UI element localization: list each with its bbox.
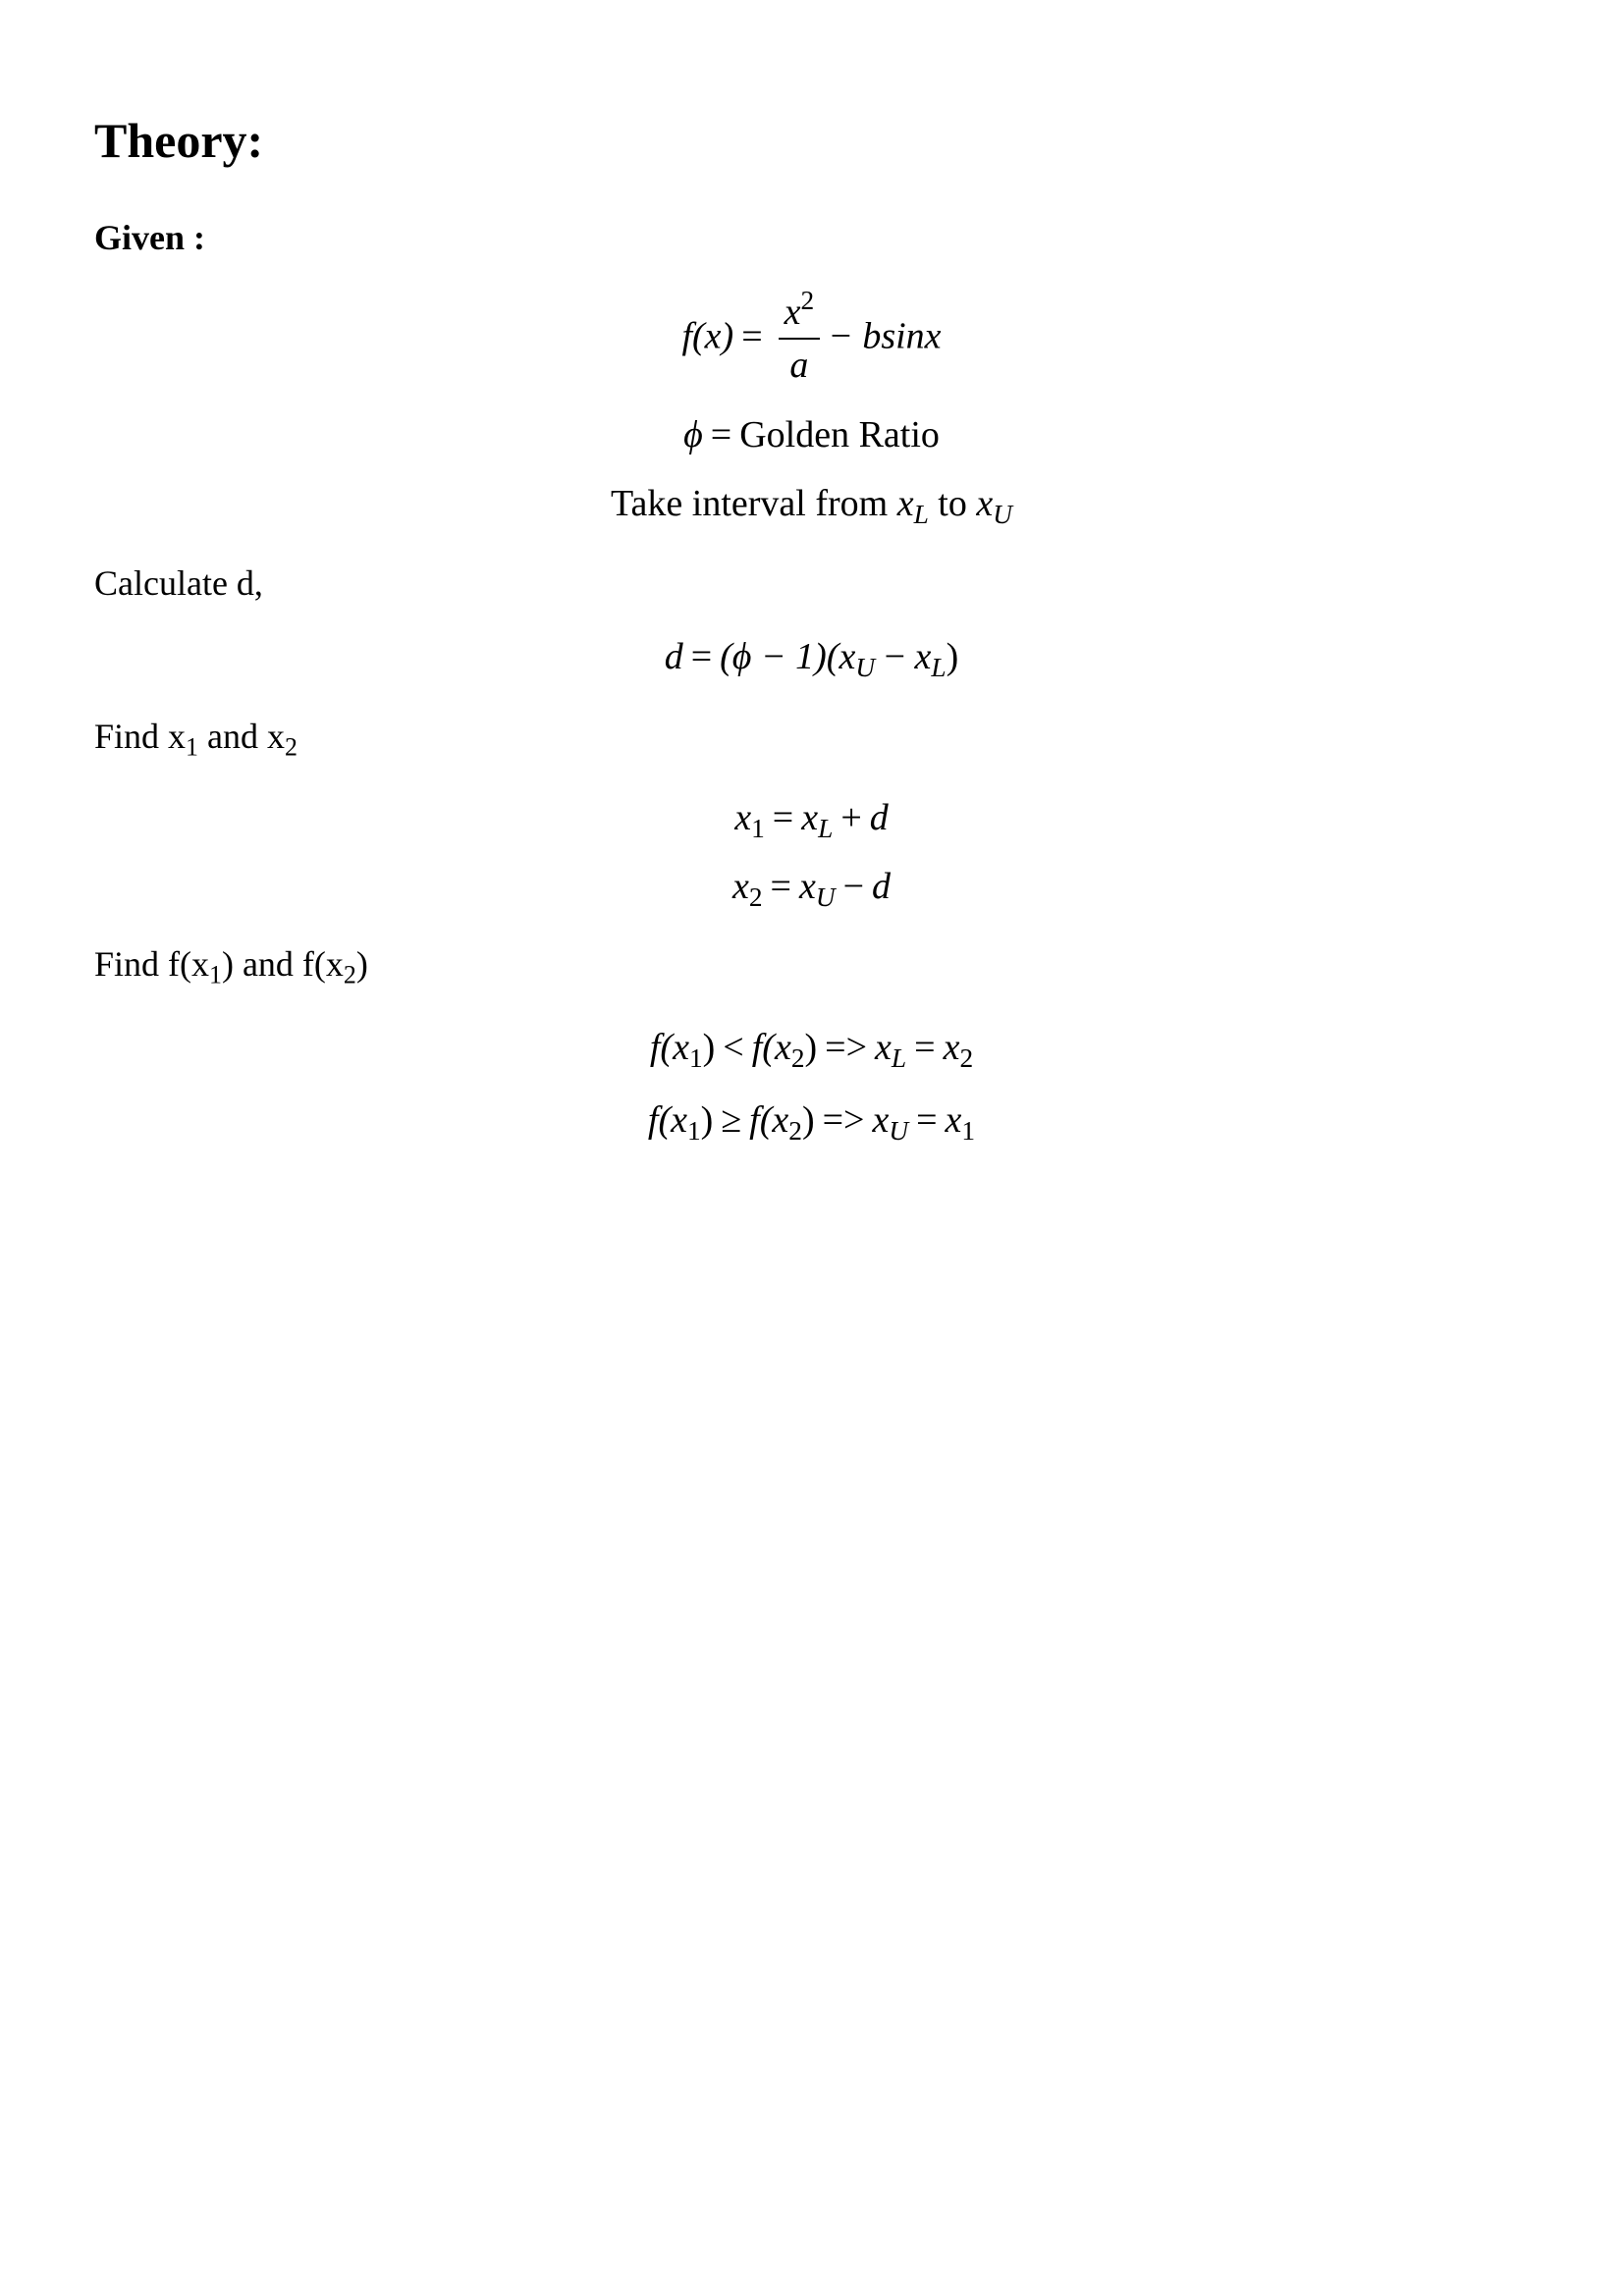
r2-f1-close: ): [700, 1099, 714, 1141]
find-f-text: [94, 944, 368, 989]
d-lhs: d: [664, 636, 683, 677]
r2-f2-close: ): [801, 1099, 815, 1141]
fraction-denominator: [779, 340, 821, 387]
xl-sub: L: [913, 500, 929, 530]
interval-statement: [0, 483, 1623, 530]
equals-sign: =: [770, 866, 791, 907]
r1-r-sub: 2: [959, 1043, 974, 1074]
x2-base: x: [731, 866, 749, 907]
d-xu-sub: U: [855, 653, 876, 683]
d-minus: −: [875, 636, 915, 677]
find-x-sub2: 2: [284, 732, 298, 762]
find-f-close: ): [355, 944, 368, 984]
x1-xl-base: x: [801, 797, 819, 838]
x2-d: d: [872, 866, 892, 907]
r1-f1-sub: 1: [688, 1043, 703, 1074]
r1-f1-open: f(x: [649, 1027, 689, 1068]
numerator-exponent: 2: [800, 285, 815, 315]
f-rest: − bsinx: [828, 315, 942, 357]
equals-sign: =: [690, 636, 713, 677]
find-x-word: Find x: [94, 717, 187, 756]
r1-x-sub: L: [891, 1043, 907, 1074]
rule-less-than: [0, 1027, 1623, 1074]
x2-xu-sub: U: [815, 882, 836, 913]
function-equation: [0, 285, 1623, 387]
r1-r-base: x: [943, 1027, 960, 1068]
r2-implies: =>: [822, 1099, 865, 1141]
interval-text-2: to: [928, 483, 977, 524]
fraction-numerator: [779, 285, 821, 338]
equals-sign: =: [710, 414, 732, 455]
d-phi-part: (ϕ − 1)(: [720, 636, 839, 677]
r2-comparison: ≥: [721, 1099, 742, 1141]
r1-x-base: x: [875, 1027, 892, 1068]
x1-d: d: [869, 797, 889, 838]
find-f-word: Find f(x: [94, 944, 209, 984]
r2-f1-open: f(x: [647, 1099, 687, 1141]
section-heading: Theory:: [94, 113, 264, 168]
x1-sub: 1: [751, 814, 765, 844]
d-close: ): [946, 636, 959, 677]
golden-ratio-text: Golden Ratio: [739, 414, 940, 455]
x1-xl-sub: L: [818, 814, 834, 844]
f-lhs: f(x): [681, 315, 734, 357]
r2-f1-sub: 1: [686, 1116, 701, 1147]
d-xl-base: x: [914, 636, 932, 677]
xu-sub: U: [993, 500, 1012, 530]
r1-implies: =>: [825, 1027, 868, 1068]
equals-sign: =: [741, 315, 763, 357]
d-xl-sub: L: [931, 653, 947, 683]
x2-equation: [0, 866, 1623, 913]
equals-sign: =: [772, 797, 794, 838]
r2-x-base: x: [872, 1099, 890, 1141]
r2-f2-sub: 2: [788, 1116, 802, 1147]
xl-base: x: [896, 483, 914, 524]
given-label: Given :: [94, 218, 205, 257]
plus-sign: +: [840, 797, 862, 838]
x1-base: x: [734, 797, 752, 838]
r1-f2-open: f(x: [751, 1027, 791, 1068]
r1-equals: =: [914, 1027, 936, 1068]
r1-comparison: <: [723, 1027, 744, 1068]
phi-equation: [0, 416, 1623, 454]
r1-f1-close: ): [702, 1027, 716, 1068]
r1-f2-sub: 2: [790, 1043, 805, 1074]
x2-sub: 2: [748, 882, 763, 913]
d-xu-base: x: [839, 636, 856, 677]
r2-r-base: x: [945, 1099, 962, 1141]
find-f-mid: ) and f(x: [221, 944, 344, 984]
calculate-d-text: Calculate d,: [94, 563, 263, 603]
interval-text-1: Take interval from: [610, 483, 897, 524]
minus-sign: −: [842, 866, 865, 907]
numerator-base: x: [784, 292, 801, 333]
r2-r-sub: 1: [961, 1116, 976, 1147]
r2-equals: =: [916, 1099, 938, 1141]
xu-base: x: [976, 483, 994, 524]
x1-equation: [0, 797, 1623, 844]
find-x-and: and x: [197, 717, 285, 756]
r2-f2-open: f(x: [749, 1099, 789, 1141]
rule-greater-equal: [0, 1099, 1623, 1147]
x2-xu-base: x: [798, 866, 816, 907]
find-x-text: [94, 717, 298, 762]
d-equation: [0, 636, 1623, 683]
find-x-sub1: 1: [186, 732, 198, 762]
phi-symbol: ϕ: [683, 414, 703, 455]
r1-f2-close: ): [804, 1027, 818, 1068]
find-f-sub2: 2: [343, 960, 356, 989]
r2-x-sub: U: [889, 1116, 909, 1147]
find-f-sub1: 1: [209, 960, 222, 989]
denominator-value: a: [789, 344, 809, 386]
fraction: [779, 285, 821, 387]
